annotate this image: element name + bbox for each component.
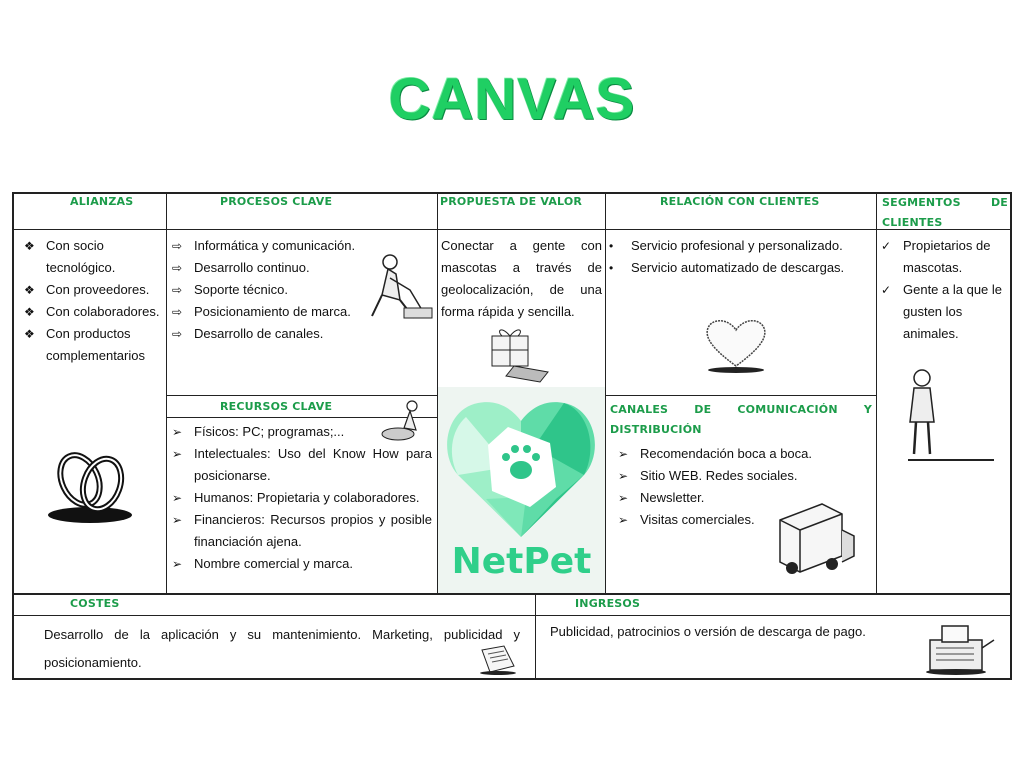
list-item: • Servicio profesional y personalizado.: [609, 238, 843, 253]
recursos-list: [168, 421, 432, 575]
recursos-header: RECURSOS CLAVE: [220, 400, 333, 413]
list-item: ➢ Nombre comercial y marca.: [172, 556, 353, 571]
list-item: ➢ Físicos: PC; programas;...: [172, 424, 345, 439]
list-item: ➢ Recomendación boca a boca.: [618, 446, 813, 461]
list-item: ➢ Sitio WEB. Redes sociales.: [618, 468, 798, 483]
list-item: ⇨ Desarrollo continuo.: [172, 260, 310, 275]
canales-header: CANALES DE COMUNICACIÓN Y DISTRIBUCIÓN: [610, 403, 872, 436]
list-item: ➢ Newsletter.: [618, 490, 705, 505]
list-item: ❖ Con colaboradores.: [24, 304, 160, 319]
heart-icon: [700, 314, 772, 376]
rings-icon: [40, 440, 140, 530]
alianzas-list: [20, 235, 162, 367]
propuesta-text: Conectar a gente con mascotas a través de geolocalización, de una forma rápida y sencilla.: [441, 238, 602, 319]
ingresos-text: Publicidad, patrocinios o versión de descarga de pago.: [550, 624, 866, 639]
costes-text: Desarrollo de la aplicación y su mantenimiento. Marketing, publicidad y posicionamiento.: [44, 627, 520, 670]
list-item: ➢ Visitas comerciales.: [618, 512, 755, 527]
procesos-header: PROCESOS CLAVE: [220, 195, 333, 208]
worker-icon: [360, 250, 436, 324]
list-item: ❖ Con socio tecnológico.: [24, 238, 116, 275]
netpet-logo: [438, 387, 605, 593]
page-title: CANVAS: [388, 67, 636, 132]
list-item: ➢ Financieros: Recursos propios y posible financiación ajena.: [172, 512, 432, 549]
list-item: ❖ Con productos complementarios: [24, 326, 145, 363]
propuesta-header: PROPUESTA DE VALOR: [440, 195, 583, 208]
relacion-list: [605, 235, 875, 279]
alianzas-header: ALIANZAS: [70, 195, 134, 208]
costes-header: COSTES: [70, 597, 120, 610]
ingresos-header: INGRESOS: [575, 597, 641, 610]
list-item: ✓ Gente a la que le gusten los animales.: [881, 282, 1003, 341]
list-item: ⇨ Posicionamiento de marca.: [172, 304, 351, 319]
segmentos-list: [877, 235, 1009, 345]
segmentos-header: SEGMENTOS DE CLIENTES: [882, 196, 1008, 229]
list-item: ⇨ Informática y comunicación.: [172, 238, 356, 253]
cash-register-icon: [920, 618, 1002, 676]
person-icon: [900, 366, 996, 464]
document-icon: [474, 644, 520, 676]
gift-icon: [484, 322, 556, 384]
list-item: ✓ Propietarios de mascotas.: [881, 238, 991, 275]
list-item: ❖ Con proveedores.: [24, 282, 150, 297]
list-item: ➢ Humanos: Propietaria y colaboradores.: [172, 490, 420, 505]
list-item: • Servicio automatizado de descargas.: [609, 260, 845, 275]
relacion-header: RELACIÓN CON CLIENTES: [660, 195, 820, 208]
netpet-logo-text: NetPet: [451, 541, 592, 582]
list-item: ➢ Intelectuales: Uso del Know How para posicionarse.: [172, 446, 432, 483]
list-item: ⇨ Desarrollo de canales.: [172, 326, 324, 341]
truck-icon: [776, 500, 858, 580]
list-item: ⇨ Soporte técnico.: [172, 282, 288, 297]
